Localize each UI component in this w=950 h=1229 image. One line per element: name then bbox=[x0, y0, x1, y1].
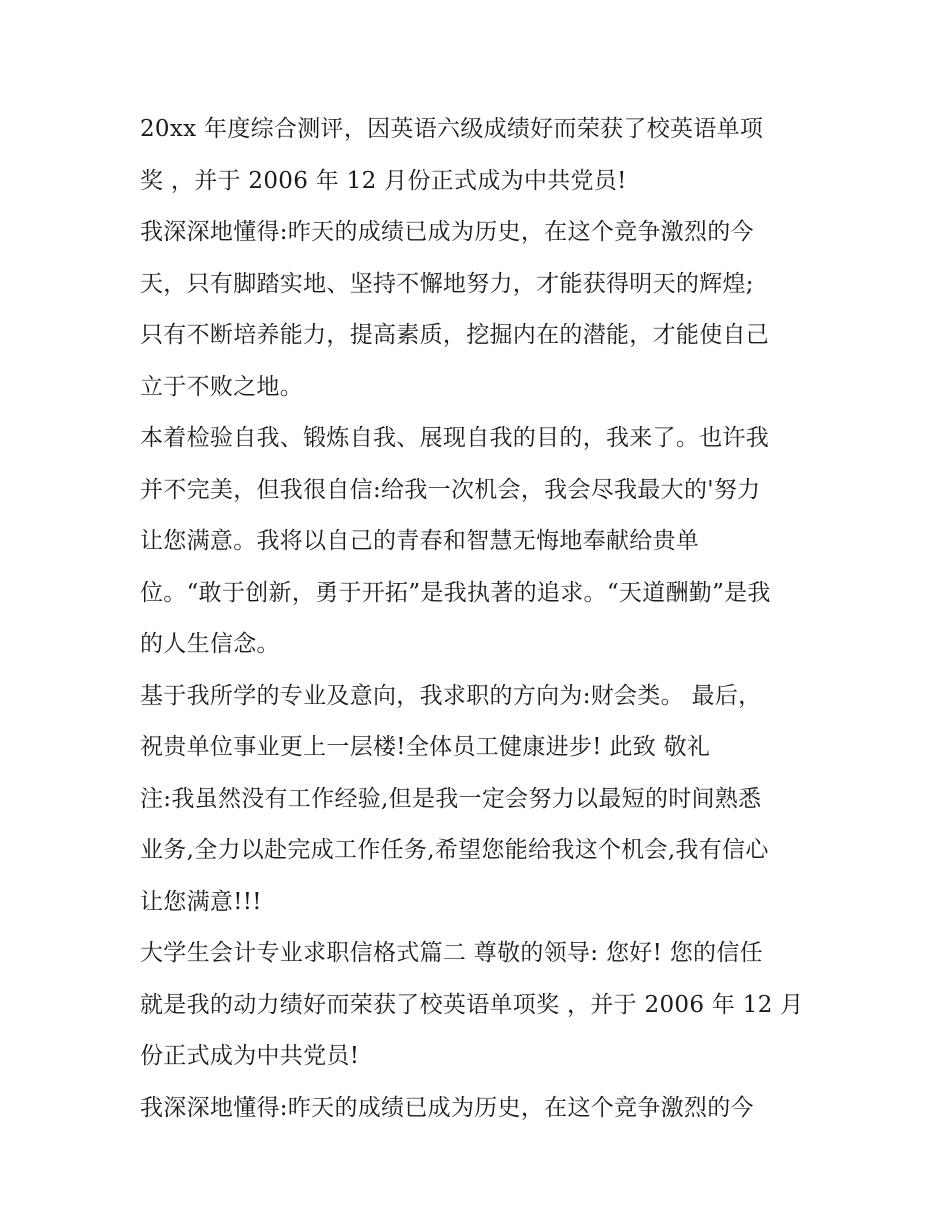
text-line: 本着检验自我、锻炼自我、展现自我的目的，我来了。也许我 bbox=[140, 425, 770, 451]
text-line: 位。“敢于创新，勇于开拓”是我执著的追求。“天道酬勤”是我 bbox=[140, 579, 771, 606]
text-line: 基于我所学的专业及意向，我求职的方向为:财会类。 最后， bbox=[140, 682, 762, 709]
text-line: 20xx 年度综合测评，因英语六级成绩好而荣获了校英语单项 bbox=[140, 116, 764, 142]
text-line: 只有不断培养能力，提高素质，挖掘内在的潜能，才能使自己 bbox=[140, 322, 770, 348]
text-line: 的人生信念。 bbox=[140, 631, 280, 657]
text-line: 业务,全力以赴完成工作任务,希望您能给我这个机会,我有信心 bbox=[140, 837, 769, 863]
text-line: 我深深地懂得:昨天的成绩已成为历史，在这个竞争激烈的今 bbox=[140, 1094, 754, 1121]
text-line: 天，只有脚踏实地、坚持不懈地努力，才能获得明天的辉煌; bbox=[140, 270, 754, 297]
text-line: 让您满意!!! bbox=[140, 888, 262, 915]
text-line: 注:我虽然没有工作经验,但是我一定会努力以最短的时间熟悉 bbox=[140, 785, 762, 812]
text-line: 立于不败之地。 bbox=[140, 373, 304, 400]
text-line: 就是我的动力绩好而荣获了校英语单项奖 ，并于 2006 年 12 月 bbox=[140, 991, 804, 1018]
text-line: 祝贵单位事业更上一层楼!全体员工健康进步! 此致 敬礼 bbox=[140, 734, 711, 760]
text-line: 并不完美，但我很自信:给我一次机会，我会尽我最大的'努力 bbox=[140, 476, 761, 503]
text-line: 份正式成为中共党员! bbox=[140, 1043, 360, 1069]
text-line: 让您满意。我将以自己的青春和智慧无悔地奉献给贵单 bbox=[140, 528, 700, 554]
text-line: 奖 ，并于 2006 年 12 月份正式成为中共党员! bbox=[140, 167, 627, 194]
text-line: 我深深地懂得:昨天的成绩已成为历史，在这个竞争激烈的今 bbox=[140, 219, 754, 245]
document-body bbox=[140, 104, 820, 1134]
text-line: 大学生会计专业求职信格式篇二 尊敬的领导: 您好! 您的信任 bbox=[140, 940, 763, 966]
